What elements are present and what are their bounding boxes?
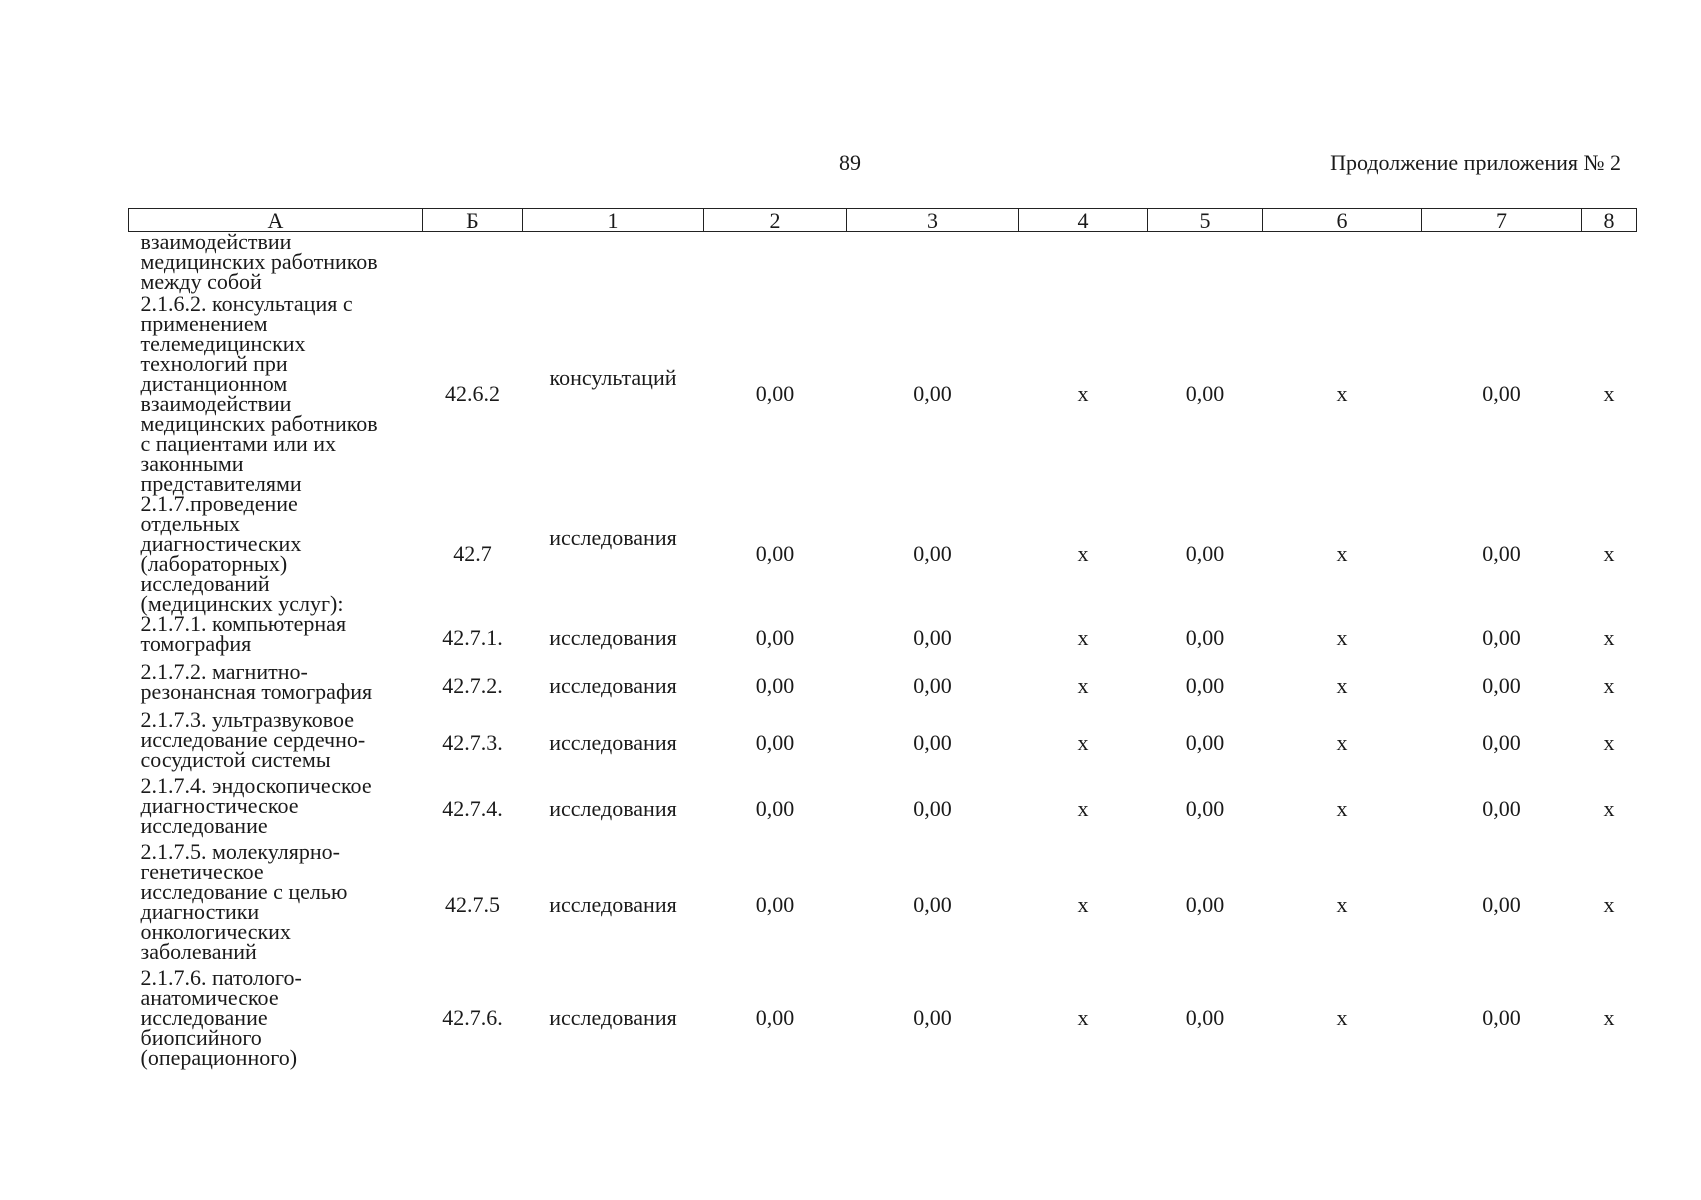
row-unit-label: исследования (549, 729, 677, 755)
row-value-col-4: x (1077, 540, 1089, 566)
row-value-col-2: 0,00 (755, 891, 795, 917)
row-value-col-6 (1263, 232, 1422, 294)
table-row (129, 232, 1637, 294)
table-body (129, 229, 1637, 1070)
row-value-col-8 (1582, 232, 1637, 294)
row-value-col-8: x (1603, 540, 1615, 566)
column-header-5: 5 (1148, 209, 1263, 232)
row-value-col-2: 0,00 (755, 624, 795, 650)
column-header-3: 3 (847, 209, 1019, 232)
row-value-col-4: x (1077, 624, 1089, 650)
row-code: 42.6.2 (445, 380, 500, 406)
row-value-col-2: 0,00 (755, 795, 795, 821)
row-value-col-5: 0,00 (1185, 795, 1225, 821)
row-code: 42.7.2. (442, 672, 503, 698)
row-value-col-8: x (1603, 380, 1615, 406)
row-value-col-7: 0,00 (1482, 1004, 1521, 1030)
row-value-col-3: 0,00 (913, 891, 952, 917)
row-name: 2.1.6.2. консультация с применением телемедицинских технологий при дистанционном взаимодействии медицинских работников с пациентами или их законными представителями (140, 290, 378, 496)
row-name: 2.1.7.проведение отдельных диагностических (лабораторных) исследований (медицинских услуг): (140, 490, 344, 616)
row-unit (523, 294, 704, 494)
table-row (129, 294, 1637, 494)
row-value-col-5: 0,00 (1185, 540, 1225, 566)
row-name: 2.1.7.5. молекулярно- генетическое исследование с целью диагностики онкологических заболеваний (140, 838, 348, 964)
column-header-2: 2 (704, 209, 847, 232)
row-value-col-5: 0,00 (1185, 672, 1225, 698)
row-value-col-7: 0,00 (1482, 624, 1521, 650)
row-value-col-6: x (1336, 672, 1348, 698)
row-value-col-4: x (1077, 380, 1089, 406)
row-value-col-3: 0,00 (913, 624, 952, 650)
row-value-col-5: 0,00 (1185, 891, 1225, 917)
row-name: взаимодействии медицинских работников между собой (140, 229, 378, 294)
table-row (129, 968, 1637, 1068)
row-unit (523, 842, 704, 968)
row-value-col-5: 0,00 (1185, 624, 1225, 650)
row-unit (523, 776, 704, 842)
row-value-col-6: x (1336, 729, 1348, 755)
row-value-col-5: 0,00 (1185, 380, 1225, 406)
table-row (129, 614, 1637, 662)
column-header-7: 7 (1422, 209, 1582, 232)
row-value-col-8: x (1603, 795, 1615, 821)
row-unit (523, 494, 704, 614)
data-table (128, 208, 1637, 1068)
row-value-col-3: 0,00 (913, 729, 952, 755)
row-value-col-4: x (1077, 795, 1089, 821)
row-unit (523, 614, 704, 662)
column-header-1: 1 (523, 209, 704, 232)
row-unit (523, 710, 704, 776)
row-value-col-3: 0,00 (913, 1004, 952, 1030)
table-row (129, 710, 1637, 776)
column-header-4: 4 (1019, 209, 1148, 232)
row-name: 2.1.7.1. компьютерная томография (140, 610, 347, 656)
row-code: 42.7 (453, 540, 492, 566)
row-unit-label: консультаций (549, 364, 677, 390)
row-unit-label: исследования (549, 891, 677, 917)
column-header-a: А (129, 209, 423, 232)
header-row (129, 209, 1637, 232)
row-name: 2.1.7.6. патолого- анатомическое исследование биопсийного (операционного) (140, 964, 302, 1070)
row-unit-label: исследования (549, 524, 677, 550)
column-header-b: Б (423, 209, 523, 232)
row-unit (523, 968, 704, 1068)
row-value-col-7: 0,00 (1482, 540, 1521, 566)
row-value-col-6: x (1336, 380, 1348, 406)
row-value-col-8: x (1603, 729, 1615, 755)
row-value-col-5 (1148, 232, 1263, 294)
row-value-col-5: 0,00 (1185, 729, 1225, 755)
row-value-col-2: 0,00 (755, 1004, 795, 1030)
row-value-col-2 (704, 232, 847, 294)
table-row (129, 494, 1637, 614)
row-code: 42.7.4. (442, 795, 503, 821)
row-value-col-3: 0,00 (913, 672, 952, 698)
row-code: 42.7.1. (442, 624, 503, 650)
row-name: 2.1.7.4. эндоскопическое диагностическое исследование (140, 772, 372, 838)
row-value-col-6: x (1336, 1004, 1348, 1030)
row-value-col-4: x (1077, 729, 1089, 755)
row-value-col-7: 0,00 (1482, 380, 1521, 406)
row-value-col-3: 0,00 (913, 380, 952, 406)
row-unit (523, 232, 704, 294)
table-row (129, 662, 1637, 710)
row-unit-label: исследования (549, 624, 677, 650)
row-value-col-4: x (1077, 891, 1089, 917)
row-unit (523, 662, 704, 710)
row-value-col-8: x (1603, 672, 1615, 698)
row-value-col-6: x (1336, 624, 1348, 650)
table-row (129, 776, 1637, 842)
row-code: 42.7.6. (442, 1004, 503, 1030)
row-value-col-2: 0,00 (755, 380, 795, 406)
row-value-col-6: x (1336, 891, 1348, 917)
row-value-col-8: x (1603, 1004, 1615, 1030)
column-header-8: 8 (1582, 209, 1637, 232)
row-value-col-7: 0,00 (1482, 795, 1521, 821)
row-unit-label: исследования (549, 795, 677, 821)
row-value-col-7 (1422, 232, 1582, 294)
continuation-caption: Продолжение приложения № 2 (1330, 150, 1621, 175)
row-value-col-7: 0,00 (1482, 729, 1521, 755)
row-value-col-3: 0,00 (913, 540, 952, 566)
row-value-col-8: x (1603, 624, 1615, 650)
page-number: 89 (839, 150, 861, 175)
row-value-col-2: 0,00 (755, 540, 795, 566)
row-value-col-3 (847, 232, 1019, 294)
column-header-6: 6 (1263, 209, 1422, 232)
row-unit-label: исследования (549, 1004, 677, 1030)
row-value-col-6: x (1336, 795, 1348, 821)
table-row (129, 842, 1637, 968)
row-value-col-3: 0,00 (913, 795, 952, 821)
row-unit-label: исследования (549, 672, 677, 698)
row-code: 42.7.5 (445, 891, 500, 917)
row-value-col-4: x (1077, 1004, 1089, 1030)
row-value-col-4: x (1077, 672, 1089, 698)
row-value-col-2: 0,00 (755, 729, 795, 755)
row-value-col-7: 0,00 (1482, 891, 1521, 917)
row-name: 2.1.7.3. ультразвуковое исследование сердечно- сосудистой системы (140, 706, 366, 772)
row-name: 2.1.7.2. магнитно- резонансная томография (140, 658, 373, 704)
row-value-col-5: 0,00 (1185, 1004, 1225, 1030)
row-value-col-8: x (1603, 891, 1615, 917)
row-value-col-7: 0,00 (1482, 672, 1521, 698)
row-code (423, 232, 523, 294)
row-value-col-6: x (1336, 540, 1348, 566)
row-code: 42.7.3. (442, 729, 503, 755)
row-value-col-2: 0,00 (755, 672, 795, 698)
row-value-col-4 (1019, 232, 1148, 294)
